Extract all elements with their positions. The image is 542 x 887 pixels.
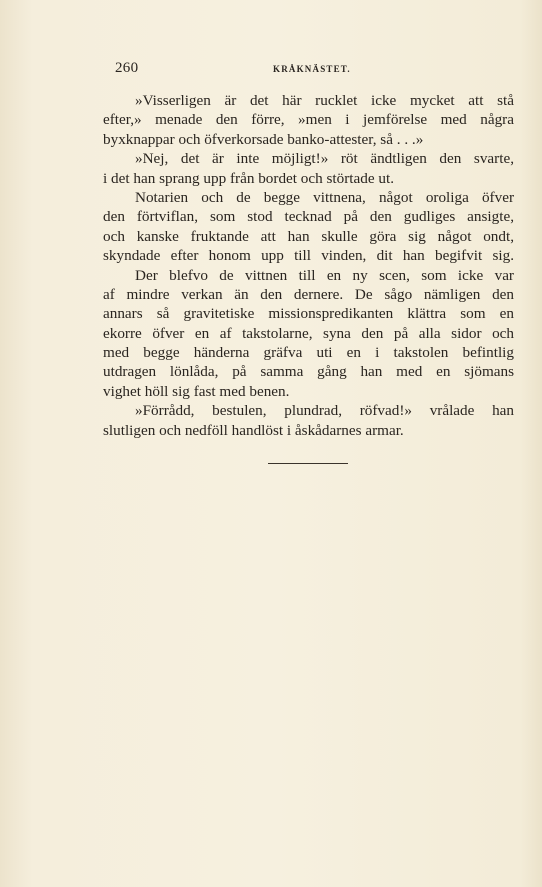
text-line: med begge händerna gräfva uti en i takstolen befintlig — [103, 344, 514, 362]
text-line: vighet höll sig fast med benen. — [103, 382, 290, 400]
page-number: 260 — [115, 60, 139, 76]
text-line: »Nej, det är inte möjligt!» röt ändtligen den svarte, — [135, 150, 514, 168]
text-line: utdragen lönlåda, på samma gång han med en sjömans — [103, 363, 514, 381]
text-line: »Visserligen är det här rucklet icke mycket att stå — [135, 92, 514, 109]
text-line: byxknappar och öfverkorsade banko-attester, så . . .» — [103, 130, 424, 148]
text-line: efter,» menade den förre, »men i jemförelse med några — [103, 111, 514, 129]
text-line: af mindre verkan än den dernere. De sågo nämligen den — [103, 285, 514, 303]
text-line: Notarien och de begge vittnena, något oroliga öfver — [135, 188, 514, 206]
text-line: skyndade efter honom upp till vinden, dit han begifvit sig. — [103, 247, 514, 265]
text-line: den förtviflan, som stod tecknad på den gudliges ansigte, — [103, 208, 514, 226]
text-line: och kanske fruktande att han skulle göra sig något ondt, — [103, 227, 514, 245]
text-line: slutligen och nedföll handlöst i åskådarnes armar. — [103, 421, 404, 439]
running-title: KRÅKNÄSTET. — [273, 64, 351, 74]
text-line: annars så gravitetiske missionspredikanten klättra som en — [103, 305, 514, 323]
body-text — [103, 91, 514, 440]
text-line: i det han sprang upp från bordet och störtade ut. — [103, 169, 395, 187]
running-head — [103, 60, 514, 80]
text-line: ekorre öfver en af takstolarne, syna den på alla sidor och — [103, 324, 514, 342]
section-end-rule — [268, 463, 348, 464]
text-line: »Förrådd, bestulen, plundrad, röfvad!» vrålade han — [135, 402, 514, 420]
text-line: Der blefvo de vittnen till en ny scen, som icke var — [135, 266, 514, 284]
